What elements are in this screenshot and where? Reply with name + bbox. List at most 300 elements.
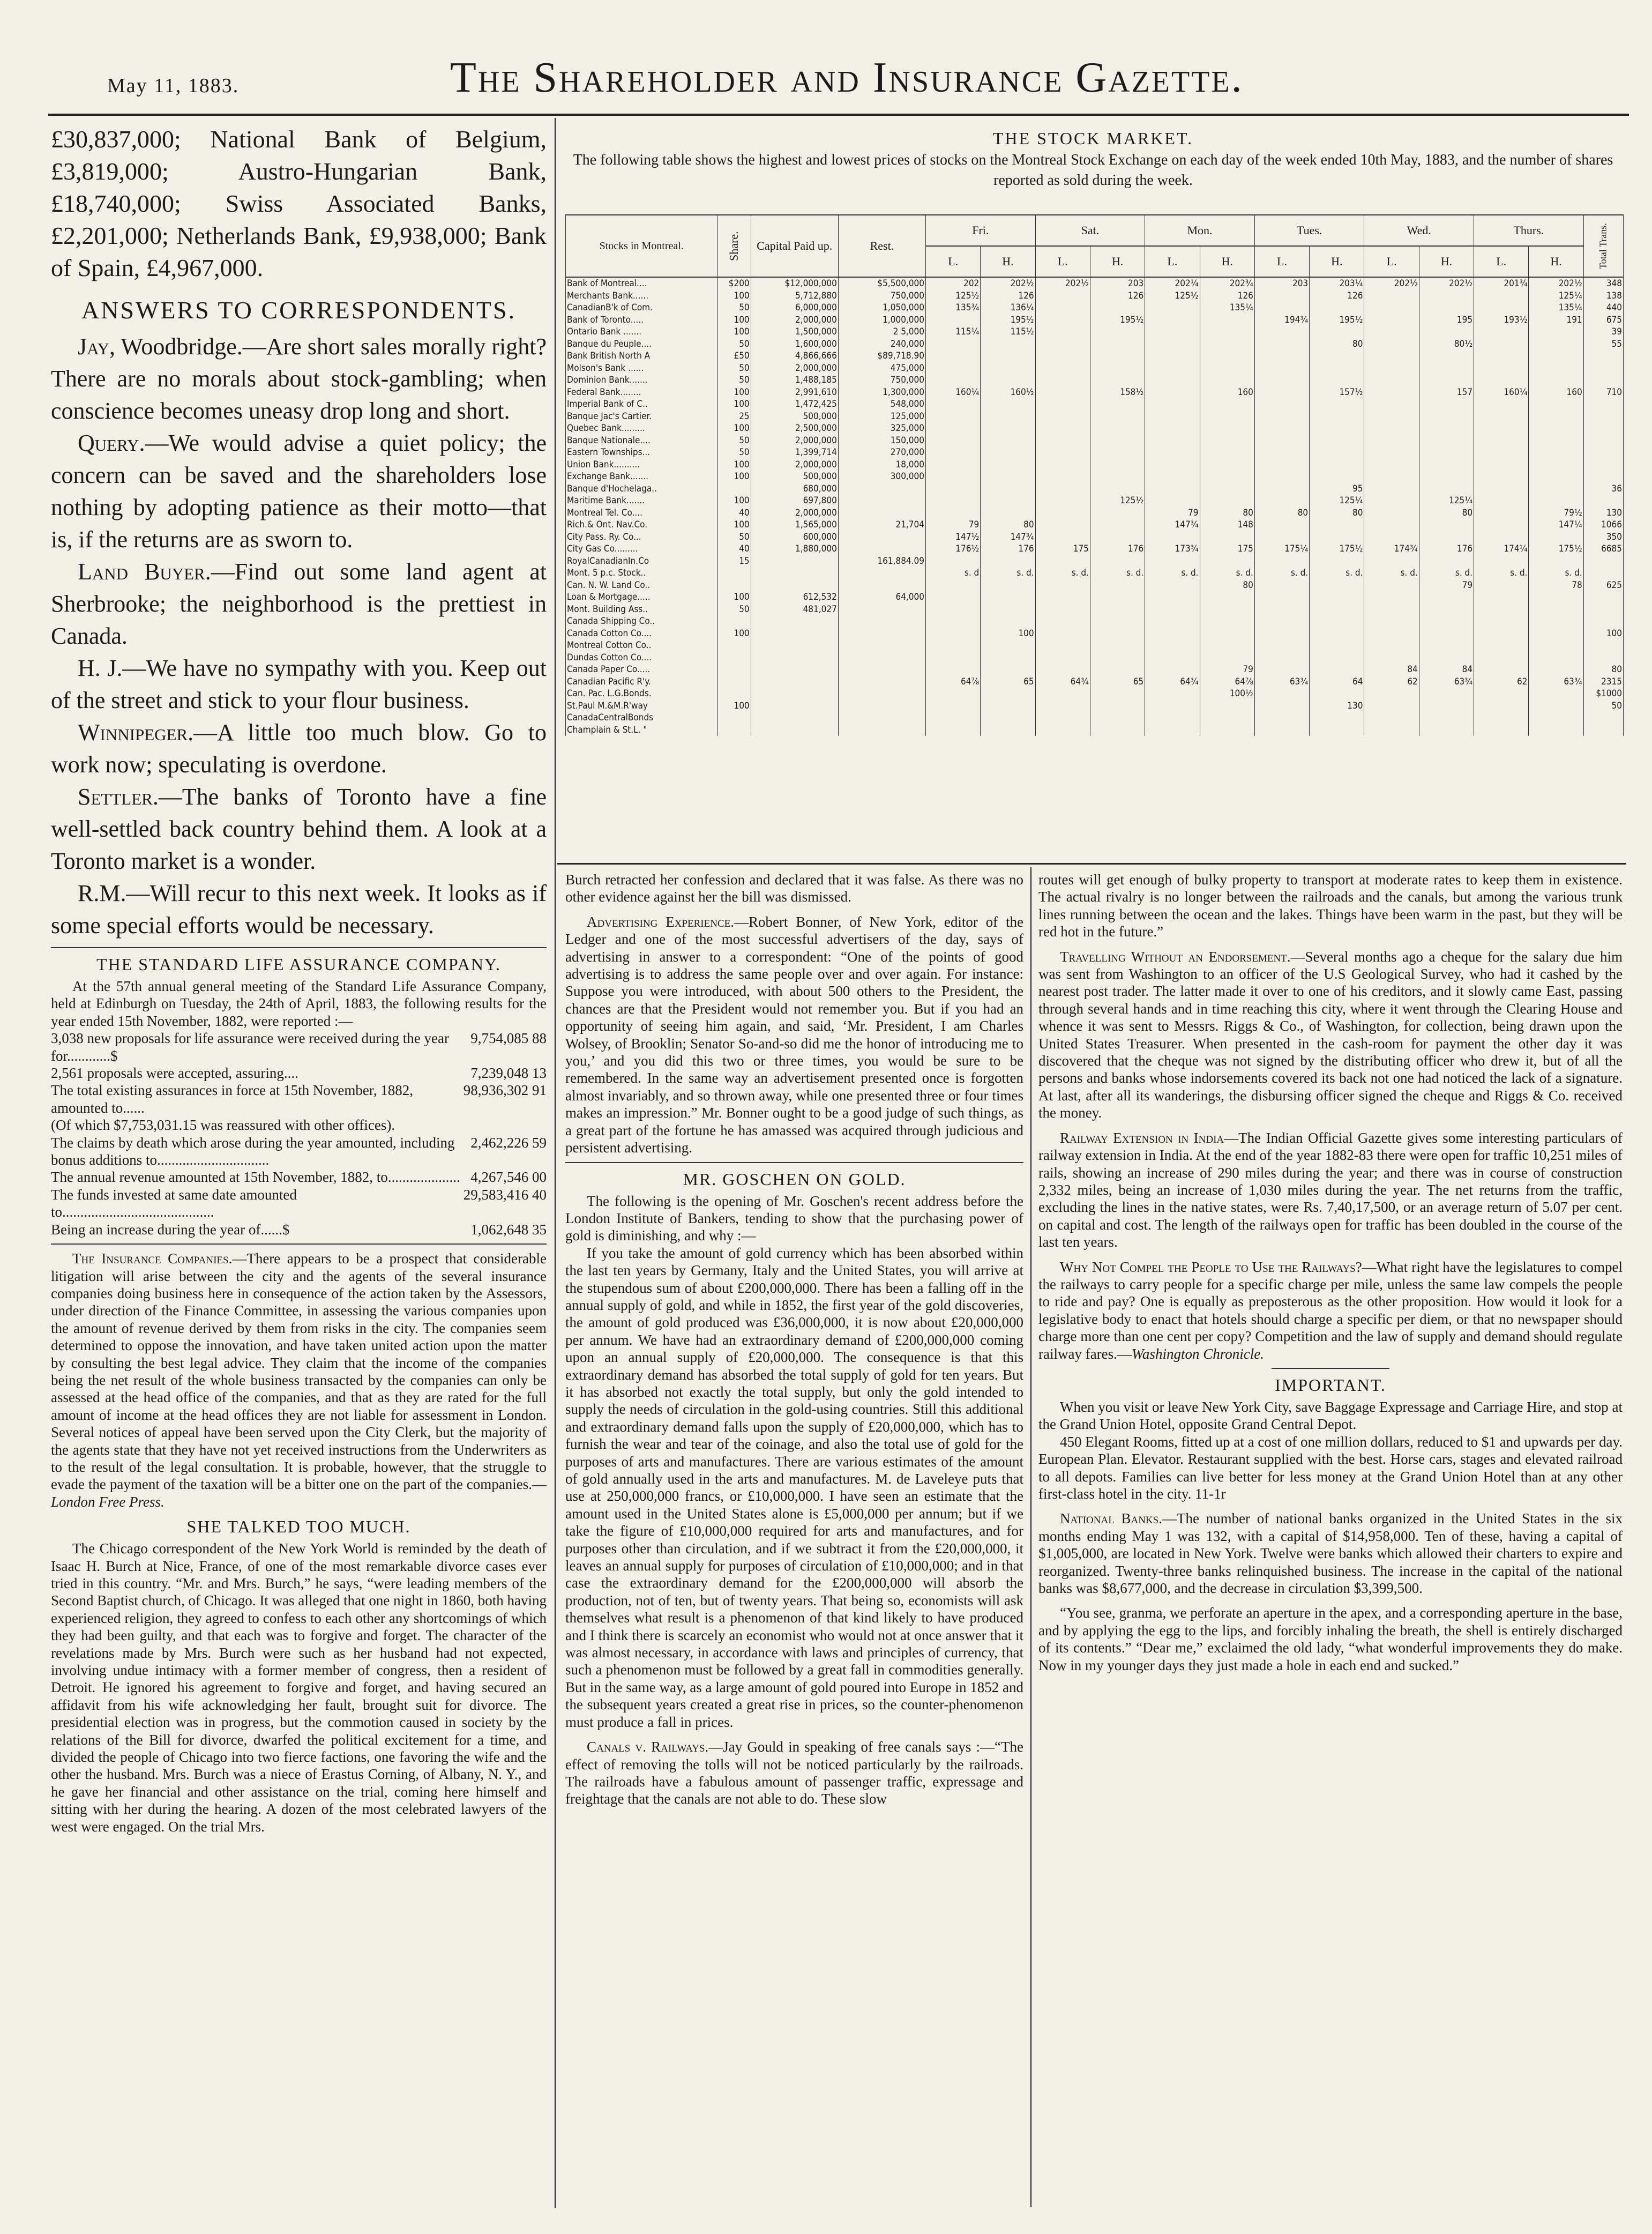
stock-value-cell	[1474, 628, 1529, 640]
stock-value-cell: 138	[1583, 290, 1623, 302]
stock-value-cell: 173¾	[1145, 543, 1200, 555]
stock-value-cell	[1254, 555, 1309, 568]
stock-value-cell	[1583, 411, 1623, 423]
stock-value-cell: 147¾	[981, 531, 1035, 543]
stock-value-cell	[1035, 495, 1090, 507]
stock-value-cell	[1474, 519, 1529, 531]
stock-value-cell: 64,000	[838, 591, 925, 604]
stock-row	[566, 567, 1624, 579]
stock-value-cell	[1419, 326, 1474, 338]
stock-value-cell	[1254, 326, 1309, 338]
stock-value-cell	[1145, 531, 1200, 543]
stock-value-cell	[1583, 422, 1623, 435]
stock-row	[566, 290, 1624, 302]
stock-value-cell	[1145, 652, 1200, 664]
stock-name-cell: Bank British North A	[566, 350, 717, 362]
stock-value-cell	[1090, 483, 1145, 495]
stock-value-cell	[1364, 688, 1419, 700]
stock-value-cell: 500,000	[751, 471, 838, 483]
result-line: Being an increase during the year of......$ 1,062,648 35	[51, 1221, 547, 1238]
stock-value-cell: 126	[1090, 290, 1145, 302]
stock-value-cell: 1,300,000	[838, 386, 925, 399]
canals-continuation: routes will get enough of bulky property to transport at moderate rates to keep them in existence. The actual rivalry is no longer between the railroads and the canals, but among the various trunk lines running between the ocean and the lakes. Things have been warm in the past, but they will be red hot in the future.”	[1038, 872, 1623, 940]
stock-value-cell: 64⅞	[1200, 676, 1254, 688]
stock-value-cell	[1254, 435, 1309, 447]
stock-row	[566, 459, 1624, 471]
stock-value-cell	[1529, 615, 1583, 628]
stock-value-cell	[1474, 652, 1529, 664]
result-line: The funds invested at same date amounted to.......................................... 29,583,416 40	[51, 1186, 547, 1220]
stock-value-cell	[1474, 411, 1529, 423]
stock-row	[566, 446, 1624, 459]
stock-value-cell: 50	[717, 362, 751, 375]
stock-value-cell	[1035, 302, 1090, 314]
col-header-capital: Capital Paid up.	[751, 215, 838, 277]
stock-value-cell	[1364, 507, 1419, 519]
stock-value-cell	[925, 374, 980, 386]
stock-value-cell: s. d.	[1529, 567, 1583, 579]
stock-value-cell	[1090, 411, 1145, 423]
stock-value-cell: 2,500,000	[751, 422, 838, 435]
stock-value-cell	[1145, 398, 1200, 411]
stock-row	[566, 591, 1624, 604]
stock-value-cell	[1583, 652, 1623, 664]
stock-row	[566, 531, 1624, 543]
stock-value-cell	[1310, 362, 1364, 375]
stock-value-cell	[1254, 398, 1309, 411]
stock-row	[566, 652, 1624, 664]
stock-value-cell	[981, 591, 1035, 604]
stock-value-cell	[1035, 579, 1090, 592]
stock-value-cell	[1310, 591, 1364, 604]
stock-value-cell	[1310, 398, 1364, 411]
stock-value-cell	[1090, 628, 1145, 640]
stock-value-cell	[1200, 362, 1254, 375]
stock-value-cell	[1474, 579, 1529, 592]
stock-value-cell	[1474, 507, 1529, 519]
stock-value-cell	[1583, 604, 1623, 616]
stock-value-cell	[1035, 507, 1090, 519]
stock-value-cell	[1529, 700, 1583, 712]
stock-value-cell	[1035, 639, 1090, 652]
stock-value-cell	[1200, 435, 1254, 447]
masthead	[64, 32, 1597, 101]
stock-value-cell	[1529, 471, 1583, 483]
stock-value-cell	[1419, 483, 1474, 495]
stock-value-cell	[1310, 628, 1364, 640]
stock-name-cell: Can. Pac. L.G.Bonds.	[566, 688, 717, 700]
stock-value-cell: 160	[1200, 386, 1254, 399]
stock-value-cell	[751, 724, 838, 736]
stock-name-cell: Ontario Bank .......	[566, 326, 717, 338]
stock-value-cell	[1419, 615, 1474, 628]
stock-value-cell: 1,565,000	[751, 519, 838, 531]
stock-value-cell: $5,500,000	[838, 277, 925, 290]
stock-value-cell: 100	[981, 628, 1035, 640]
stock-value-cell	[717, 664, 751, 676]
stock-value-cell: 100	[1583, 628, 1623, 640]
stock-value-cell	[981, 495, 1035, 507]
stock-value-cell: 125½	[1145, 290, 1200, 302]
stock-value-cell: s. d.	[1200, 567, 1254, 579]
stock-value-cell: 80½	[1419, 338, 1474, 351]
stock-value-cell	[1090, 555, 1145, 568]
stock-name-cell: Dominion Bank.......	[566, 374, 717, 386]
stock-name-cell: Merchants Bank......	[566, 290, 717, 302]
stock-value-cell	[1583, 398, 1623, 411]
stock-value-cell	[838, 543, 925, 555]
stock-value-cell	[1254, 483, 1309, 495]
answer-item: Settler.—The banks of Toronto have a fine well-settled back country behind them. A look at a Toronto market is a wonder.	[51, 784, 547, 874]
stock-value-cell: 135¼	[1529, 302, 1583, 314]
advertising-article: Advertising Experience.—Robert Bonner, of New York, editor of the Ledger and one of the most successful advertisers of the day, says of advertising in answer to a correspondent: “One of the points of good advertising is to address the same people over and over again. For instance: Suppose you were introduced, with about 500 others to the President, the chances are that the President would not remember you. But if you had an opportunity of seeing him again, and said, ‘Mr. President, I am Charles Wolsey, of Brooklin; Senator So-and-so did me the honor of introducing me to you,’ and you did this two or three times, you would be sure to be remembered. In the same way an advertisement presented once is forgotten almost invariably, and so thrown away, while one presented three or four times makes an impression.” Mr. Bonner ought to be a good judge of such things, as a great part of the fortune he has amassed was acquired through judicious and persistent advertising.	[565, 913, 1023, 1156]
stock-value-cell: 202½	[1419, 277, 1474, 290]
stock-value-cell	[1364, 615, 1419, 628]
stock-value-cell: 1,880,000	[751, 543, 838, 555]
stock-value-cell	[925, 446, 980, 459]
stock-row	[566, 483, 1624, 495]
col-header-high: H.	[1200, 246, 1254, 277]
stock-value-cell	[751, 639, 838, 652]
stock-value-cell	[1200, 422, 1254, 435]
burch-continuation: Burch retracted her confession and declared that it was false. As there was no other evidence against her the bill was dismissed.	[565, 872, 1023, 905]
col-header-high: H.	[1419, 246, 1474, 277]
goschen-body: If you take the amount of gold currency which has been absorbed within the last ten years by Germany, Italy and the United States, you will arrive at the stupendous sum of about £200,000,000. There has been a falling off in the annual supply of gold, and while in 1852, the first year of the gold discoveries, the amount of gold produced was £36,000,000, it is now about £20,000,000 per annum. We have had an extraordinary demand of £200,000,000 coming upon an annual supply of £20,000,000. The consequence is that this extraordinary demand has absorbed the total supply of gold for ten years. But it has absorbed not exactly the total supply, but only the gold intended to supply the needs of circulation in the gold-using countries. Still this additional and extraordinary demand falls upon the supply of £20,000,000, which has to furnish the wear and tear of the coinage, and also the total use of gold for the purposes of arts and manufactures. There are various estimates of the amount of gold annually used in the arts and manufactures. M. de Laveleye puts that use at 250,000,000 francs, or £10,000,000. I have seen an estimate that the amount used in the United States alone is £5,000,000 per annum; but if we take the figure of £10,000,000 required for arts and manufactures, and for purposes other than circulation, and if we subtract it from the £20,000,000, it leaves an annual supply for purposes of circulation of £10,000,000; and in that case the extraordinary demand for the £200,000,000 will absorb the production, not of ten, but of twenty years. That being so, economists will ask themselves what result is a phenomenon of that kind likely to have produced and I think there is scarcely an economist who would not at once answer that it was almost necessary, in accordance with laws and principles of currency, that such a phenomenon must be followed by a great fall in commodities generally. But in the same way, as a large amount of gold poured into Europe in 1852 and the subsequent years created a great rise in prices, so the counter-phenomenon must produce a fall in prices.	[565, 1245, 1023, 1730]
stock-value-cell	[925, 422, 980, 435]
stock-value-cell	[1583, 591, 1623, 604]
stock-value-cell	[1200, 591, 1254, 604]
stock-value-cell: 195½	[981, 314, 1035, 326]
stock-value-cell	[1254, 591, 1309, 604]
stock-value-cell: 130	[1310, 700, 1364, 712]
col-header-day: Sat.	[1035, 215, 1145, 246]
stock-value-cell	[717, 724, 751, 736]
stock-value-cell	[751, 676, 838, 688]
stock-value-cell	[1529, 724, 1583, 736]
stock-value-cell: 63¾	[1419, 676, 1474, 688]
stock-value-cell: 50	[717, 435, 751, 447]
stock-value-cell	[981, 555, 1035, 568]
stock-name-cell: CanadaCentralBonds	[566, 712, 717, 724]
stock-value-cell	[1474, 350, 1529, 362]
stock-value-cell: s. d.	[1035, 567, 1090, 579]
stock-value-cell: 175½	[1310, 543, 1364, 555]
stock-value-cell	[925, 398, 980, 411]
stock-value-cell	[1145, 302, 1200, 314]
stock-value-cell	[717, 579, 751, 592]
stock-name-cell: Montreal Tel. Co....	[566, 507, 717, 519]
stock-value-cell	[925, 459, 980, 471]
stock-value-cell	[1364, 446, 1419, 459]
stock-value-cell: 147½	[925, 531, 980, 543]
stock-value-cell	[1145, 350, 1200, 362]
stock-value-cell: 40	[717, 543, 751, 555]
stock-value-cell	[1254, 639, 1309, 652]
stock-value-cell	[1090, 362, 1145, 375]
important-heading: IMPORTANT.	[1275, 1375, 1386, 1395]
stock-value-cell: 1,488,185	[751, 374, 838, 386]
stock-value-cell	[925, 579, 980, 592]
stock-value-cell	[1200, 338, 1254, 351]
stock-value-cell	[1090, 615, 1145, 628]
stock-value-cell: 175½	[1529, 543, 1583, 555]
stock-value-cell	[751, 712, 838, 724]
stock-value-cell: 150,000	[838, 435, 925, 447]
col-header-low: L.	[1035, 246, 1090, 277]
stock-value-cell: 80	[1310, 338, 1364, 351]
stock-value-cell	[1310, 724, 1364, 736]
stock-value-cell: s. d.	[981, 567, 1035, 579]
stock-value-cell	[1090, 604, 1145, 616]
stock-value-cell	[838, 652, 925, 664]
stock-value-cell	[1364, 302, 1419, 314]
stock-value-cell: 6685	[1583, 543, 1623, 555]
stock-value-cell	[1254, 579, 1309, 592]
stock-value-cell: $1000	[1583, 688, 1623, 700]
stock-value-cell	[981, 374, 1035, 386]
col-header-day: Mon.	[1145, 215, 1255, 246]
stock-value-cell	[1090, 664, 1145, 676]
stock-value-cell	[1310, 604, 1364, 616]
stock-value-cell	[838, 664, 925, 676]
stock-value-cell	[1035, 290, 1090, 302]
stock-value-cell: 100	[717, 459, 751, 471]
stock-value-cell: 201¾	[1474, 277, 1529, 290]
stock-value-cell	[1090, 326, 1145, 338]
stock-value-cell	[981, 446, 1035, 459]
stock-value-cell	[751, 700, 838, 712]
stock-value-cell: 475,000	[838, 362, 925, 375]
stock-value-cell	[1035, 362, 1090, 375]
stock-name-cell: Canada Paper Co.....	[566, 664, 717, 676]
stock-value-cell: 136¼	[981, 302, 1035, 314]
stock-value-cell	[1474, 471, 1529, 483]
stock-value-cell: s. d.	[1254, 567, 1309, 579]
stock-value-cell	[1200, 712, 1254, 724]
stock-value-cell	[1529, 338, 1583, 351]
stock-value-cell	[1419, 398, 1474, 411]
table-bottom-rule	[557, 863, 1626, 865]
stock-value-cell	[1200, 326, 1254, 338]
stock-value-cell: 548,000	[838, 398, 925, 411]
col-header-low: L.	[1364, 246, 1419, 277]
stock-value-cell	[717, 676, 751, 688]
stock-value-cell: 175¼	[1254, 543, 1309, 555]
stock-name-cell: Montreal Cotton Co..	[566, 639, 717, 652]
stock-value-cell	[1474, 591, 1529, 604]
stock-value-cell	[1035, 350, 1090, 362]
stock-value-cell	[981, 435, 1035, 447]
stock-value-cell	[1145, 338, 1200, 351]
stock-value-cell: 500,000	[751, 411, 838, 423]
stock-value-cell	[1474, 446, 1529, 459]
stock-value-cell	[1419, 531, 1474, 543]
stock-value-cell	[1583, 446, 1623, 459]
stock-value-cell: 125¼	[1529, 290, 1583, 302]
stock-name-cell: Federal Bank........	[566, 386, 717, 399]
stock-value-cell	[1090, 724, 1145, 736]
stock-value-cell	[1583, 712, 1623, 724]
stock-value-cell	[981, 507, 1035, 519]
stock-value-cell: 300,000	[838, 471, 925, 483]
stock-value-cell: 50	[717, 302, 751, 314]
stock-name-cell: Mont. Building Ass..	[566, 604, 717, 616]
stock-value-cell	[1419, 604, 1474, 616]
stock-value-cell	[1254, 688, 1309, 700]
stock-value-cell	[1310, 688, 1364, 700]
column-divider-2	[1030, 867, 1031, 2207]
stock-value-cell	[1145, 471, 1200, 483]
stock-value-cell	[1529, 688, 1583, 700]
standard-life-results	[51, 1030, 547, 1238]
stock-value-cell: 64	[1310, 676, 1364, 688]
stock-value-cell	[1364, 435, 1419, 447]
stock-value-cell	[1474, 724, 1529, 736]
stock-value-cell	[838, 604, 925, 616]
stock-value-cell: 50	[717, 604, 751, 616]
stock-value-cell	[1090, 435, 1145, 447]
answer-item: H. J.—We have no sympathy with you. Keep out of the street and stick to your flour business.	[51, 655, 547, 713]
stock-value-cell	[925, 362, 980, 375]
stock-value-cell: 84	[1419, 664, 1474, 676]
stock-value-cell	[751, 628, 838, 640]
stock-value-cell	[925, 700, 980, 712]
stock-name-cell: Bank of Toronto.....	[566, 314, 717, 326]
stock-value-cell	[1145, 362, 1200, 375]
stock-value-cell: 2 5,000	[838, 326, 925, 338]
stock-value-cell	[1254, 531, 1309, 543]
stock-value-cell: $200	[717, 277, 751, 290]
stock-value-cell	[1529, 664, 1583, 676]
stock-value-cell: 175	[1035, 543, 1090, 555]
stock-value-cell	[925, 507, 980, 519]
stock-value-cell: 100	[717, 398, 751, 411]
stock-value-cell	[1364, 386, 1419, 399]
stock-value-cell: $89,718.90	[838, 350, 925, 362]
col-header-stocks: Stocks in Montreal.	[566, 215, 717, 277]
stock-value-cell: 481,027	[751, 604, 838, 616]
stock-name-cell: Can. N. W. Land Co..	[566, 579, 717, 592]
stock-table-body	[566, 277, 1624, 736]
stock-name-cell: Banque Nationale....	[566, 435, 717, 447]
stock-value-cell	[838, 724, 925, 736]
stock-value-cell: 161,884.09	[838, 555, 925, 568]
stock-value-cell	[925, 688, 980, 700]
stock-value-cell: 600,000	[751, 531, 838, 543]
stock-value-cell	[925, 314, 980, 326]
national-banks-article: National Banks.—The number of national banks organized in the United States in the six months ending May 1 was 132, with a capital of $14,958,000. Ten of these, having a capital of $1,005,000, are located in New York. Twelve were banks which allowed their charters to expire and reorganized. Twenty-three banks relinquished business. The increase in the capital of the national banks was $8,677,000, and the decrease in circulation $3,399,500.	[1038, 1510, 1623, 1597]
stock-value-cell	[925, 338, 980, 351]
stock-value-cell	[981, 688, 1035, 700]
stock-name-cell: CanadianB'k of Com.	[566, 302, 717, 314]
stock-value-cell: 64⅞	[925, 676, 980, 688]
stock-name-cell: Loan & Mortgage.....	[566, 591, 717, 604]
stock-value-cell	[838, 700, 925, 712]
stock-value-cell: 5,712,880	[751, 290, 838, 302]
stock-value-cell	[1145, 615, 1200, 628]
stock-value-cell	[925, 350, 980, 362]
stock-value-cell	[751, 652, 838, 664]
stock-value-cell	[1474, 290, 1529, 302]
stock-value-cell: 21,704	[838, 519, 925, 531]
stock-value-cell: 50	[717, 446, 751, 459]
stock-value-cell: 50	[717, 374, 751, 386]
stock-value-cell	[1419, 700, 1474, 712]
stock-value-cell	[1254, 422, 1309, 435]
stock-value-cell	[925, 483, 980, 495]
stock-value-cell: 50	[717, 531, 751, 543]
stock-value-cell	[1474, 362, 1529, 375]
stock-value-cell: 100	[717, 326, 751, 338]
stock-value-cell: 65	[981, 676, 1035, 688]
stock-value-cell: 191	[1529, 314, 1583, 326]
stock-value-cell	[1419, 411, 1474, 423]
stock-value-cell: 203¼	[1310, 277, 1364, 290]
stock-value-cell	[1310, 639, 1364, 652]
issue-date: May 11, 1883.	[107, 75, 240, 97]
stock-value-cell	[1145, 724, 1200, 736]
stock-value-cell	[1419, 628, 1474, 640]
stock-value-cell	[1529, 483, 1583, 495]
stock-value-cell	[1419, 302, 1474, 314]
stock-value-cell	[1419, 688, 1474, 700]
stock-value-cell	[981, 724, 1035, 736]
stock-value-cell	[1474, 338, 1529, 351]
important-text: When you visit or leave New York City, save Baggage Expressage and Carriage Hire, and stop at the Grand Union Hotel, opposite Grand Central Depot.	[1038, 1398, 1623, 1433]
masthead-rule	[48, 114, 1629, 116]
stock-value-cell	[1145, 495, 1200, 507]
stock-row	[566, 676, 1624, 688]
stock-value-cell	[1364, 639, 1419, 652]
stock-value-cell	[751, 579, 838, 592]
travelling-article: Travelling Without an Endorsement.—Several months ago a cheque for the salary due him was sent from Washington to an officer of the U.S Geological Survey, who had it cashed by the nearest post trader. The latter made it over to one of his creditors, and it slowly came East, passing through several hands and in time reaching this city, where it went through the Clearing House and whence it was sent to Messrs. Riggs & Co., of Washington, for collection, being drawn upon the United States Treasurer. When presented in the cash-room for payment the other day it was discovered that the cheque was not signed by the distributing officer who drew it, but of all the persons and banks whose indorsements covered its back not one had noticed the lack of a signature. At last, after all its wanderings, the disbursing officer signed the cheque and Riggs & Co. received the money.	[1038, 948, 1623, 1121]
stock-value-cell	[1364, 338, 1419, 351]
stock-value-cell	[1364, 555, 1419, 568]
stock-name-cell: Molson's Bank ......	[566, 362, 717, 375]
stock-value-cell: 203	[1254, 277, 1309, 290]
col-header-low: L.	[1145, 246, 1200, 277]
stock-value-cell: 750,000	[838, 374, 925, 386]
stock-value-cell	[1254, 386, 1309, 399]
col-header-low: L.	[925, 246, 980, 277]
stock-value-cell	[1419, 652, 1474, 664]
stock-value-cell	[1090, 639, 1145, 652]
stock-value-cell: 1,500,000	[751, 326, 838, 338]
stock-value-cell	[1364, 652, 1419, 664]
stock-value-cell: 710	[1583, 386, 1623, 399]
stock-value-cell	[1090, 374, 1145, 386]
section-rule	[51, 1243, 547, 1245]
stock-value-cell	[981, 579, 1035, 592]
stock-value-cell: 350	[1583, 531, 1623, 543]
stock-name-cell: Champlain & St.L. "	[566, 724, 717, 736]
stock-value-cell	[925, 435, 980, 447]
stock-value-cell	[1090, 302, 1145, 314]
stock-value-cell	[717, 712, 751, 724]
stock-value-cell	[981, 639, 1035, 652]
stock-name-cell: Banque du Peuple....	[566, 338, 717, 351]
stock-value-cell: 80	[1200, 507, 1254, 519]
stock-value-cell: 160¼	[925, 386, 980, 399]
stock-value-cell: 202¾	[1200, 277, 1254, 290]
stock-value-cell: 50	[1583, 700, 1623, 712]
stock-value-cell	[1090, 591, 1145, 604]
stock-value-cell	[1529, 435, 1583, 447]
stock-name-cell: Canada Cotton Co....	[566, 628, 717, 640]
stock-name-cell: Maritime Bank.......	[566, 495, 717, 507]
stock-name-cell: Canada Shipping Co..	[566, 615, 717, 628]
stock-value-cell	[1145, 314, 1200, 326]
